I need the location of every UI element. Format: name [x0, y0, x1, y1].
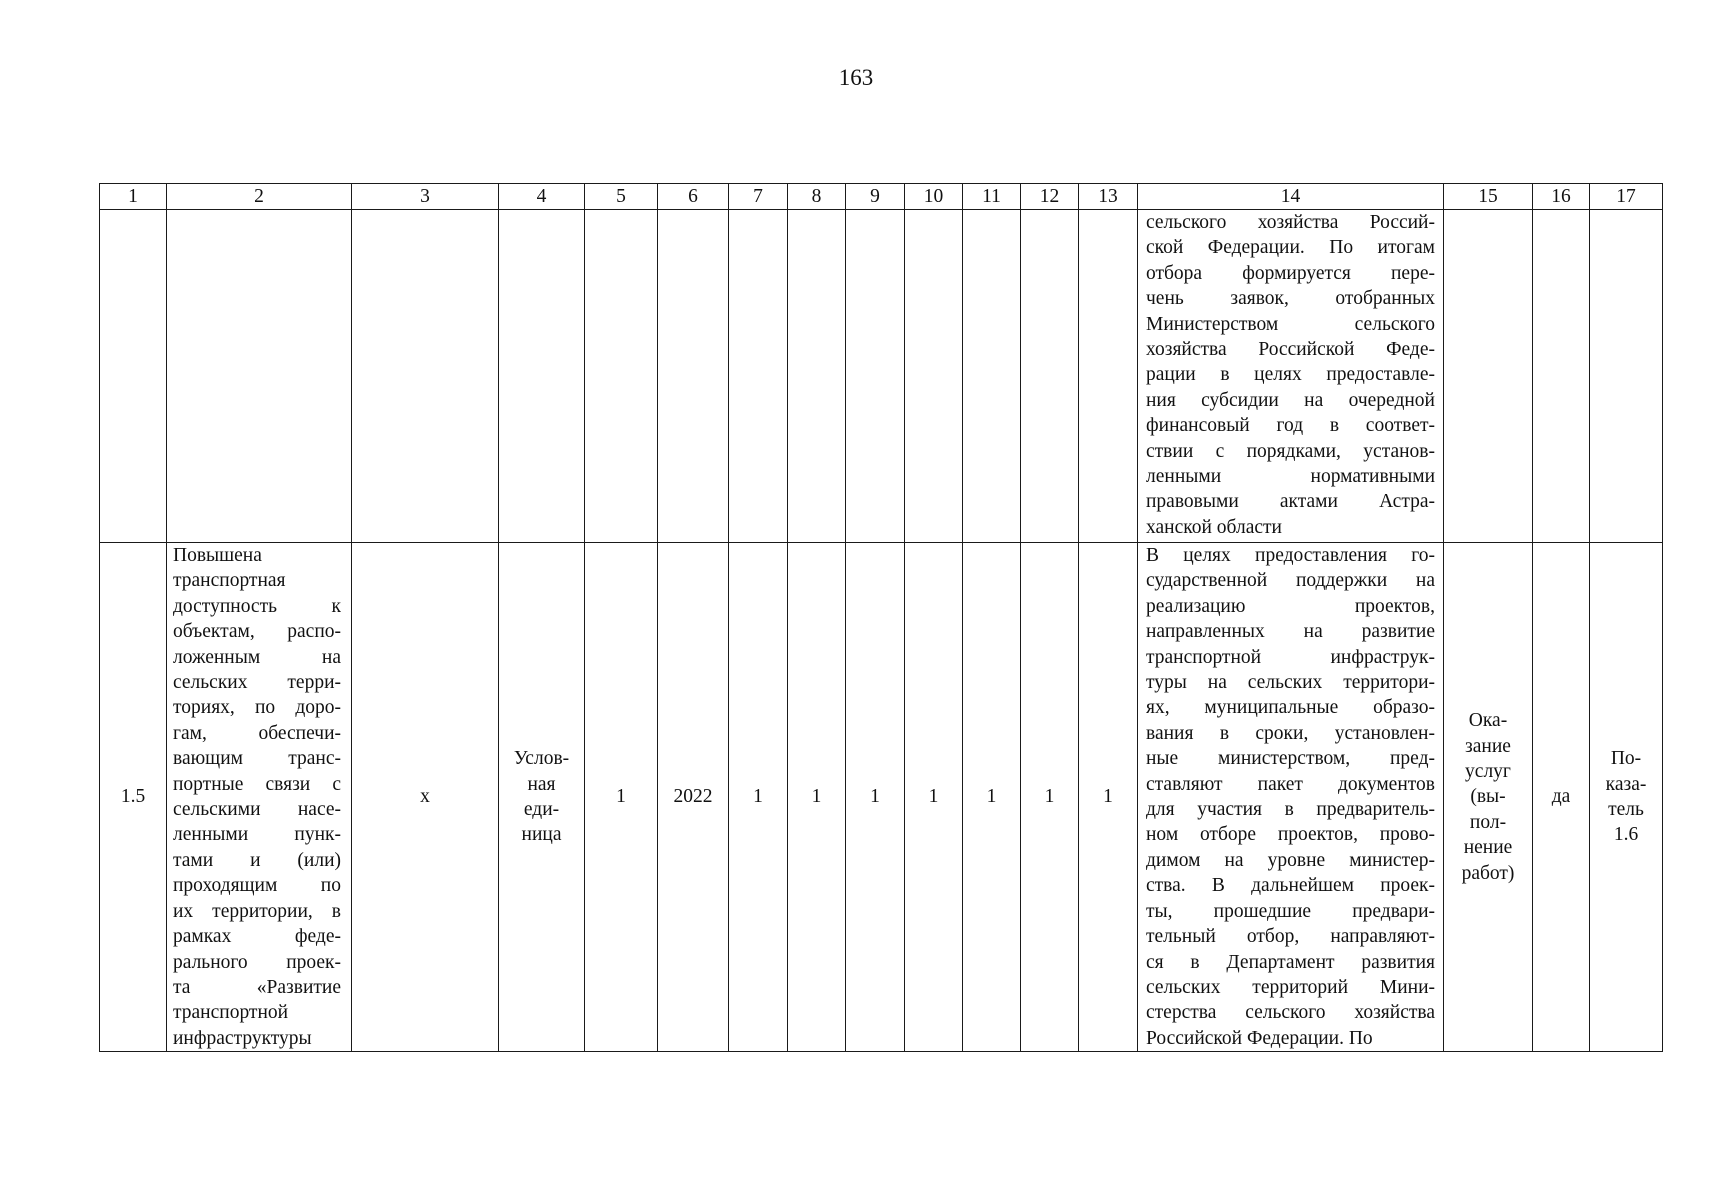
indicator-link-cell: [1590, 543, 1663, 1052]
text-line: ствии с порядками, установ-: [1146, 440, 1435, 462]
header-cell: 14: [1138, 184, 1444, 210]
text-line: финансовый год в соответ-: [1146, 415, 1435, 437]
text-line: тами и (или): [173, 849, 341, 871]
text-line: Министерством сельского: [1146, 313, 1435, 335]
cell-col12: 1: [1021, 543, 1079, 1052]
mechanism-description-cell: [1138, 543, 1444, 1052]
header-cell: 13: [1079, 184, 1138, 210]
text-line: В целях предоставления го-: [1146, 545, 1435, 566]
header-cell: 2: [167, 184, 352, 210]
text-line: ная: [527, 773, 556, 795]
text-line: ториях, по доро-: [173, 697, 341, 719]
text-line: проходящим по: [173, 875, 341, 897]
cell-col16: да: [1533, 543, 1590, 1052]
cell-col8: 1: [788, 543, 846, 1052]
text-line: ставляют пакет документов: [1146, 773, 1435, 795]
item-number-cell: 1.5: [100, 543, 167, 1052]
cell-col13: 1: [1079, 543, 1138, 1052]
text-line: ханской области: [1146, 516, 1282, 538]
result-type-cell: [1444, 543, 1533, 1052]
table-row-1-5: [100, 543, 1663, 1052]
cell-col7: 1: [729, 543, 788, 1052]
text-line: объектам, распо-: [173, 621, 341, 643]
text-line: По-: [1610, 748, 1642, 770]
empty-cell: [788, 210, 846, 543]
header-cell: 3: [352, 184, 499, 210]
empty-cell: [658, 210, 729, 543]
text-line: Повышена: [173, 545, 262, 566]
empty-cell: [1444, 210, 1533, 543]
header-cell: 9: [846, 184, 905, 210]
empty-cell: [846, 210, 905, 543]
result-description-cell: [167, 543, 352, 1052]
text-line: ской Федерации. По итогам: [1146, 237, 1435, 259]
text-line: вания в сроки, установлен-: [1146, 722, 1435, 744]
indicator-link-text: [1606, 746, 1647, 848]
text-line: транспортная: [173, 570, 286, 592]
text-line: транспортной: [173, 1002, 289, 1024]
table-row-continuation: [100, 210, 1663, 543]
text-line: тельный отбор, направляют-: [1146, 926, 1435, 948]
empty-cell: [1021, 210, 1079, 543]
text-line: правовыми актами Астра-: [1146, 491, 1435, 513]
empty-cell: [1079, 210, 1138, 543]
header-cell: 1: [100, 184, 167, 210]
text-line: нение: [1463, 837, 1513, 859]
empty-cell: [905, 210, 963, 543]
text-line: Услов-: [513, 748, 570, 770]
text-line: сельских территорий Мини-: [1146, 976, 1435, 998]
empty-cell: [963, 210, 1021, 543]
text-line: ленными пунк-: [173, 824, 341, 846]
empty-cell: [352, 210, 499, 543]
header-cell: 7: [729, 184, 788, 210]
text-line: реализацию проектов,: [1146, 595, 1435, 617]
text-line: сельских терри-: [173, 672, 341, 694]
header-cell: 16: [1533, 184, 1590, 210]
text-line: для участия в предваритель-: [1146, 799, 1435, 821]
header-cell: 11: [963, 184, 1021, 210]
text-line: отбора формируется пере-: [1146, 262, 1435, 284]
text-line: направленных на развитие: [1146, 621, 1435, 643]
cell-col11: 1: [963, 543, 1021, 1052]
text-line: зание: [1465, 735, 1511, 757]
mechanism-description-cell: [1138, 210, 1444, 543]
text-line: ница: [521, 824, 562, 846]
page-number: 163: [838, 65, 874, 90]
cell-col10: 1: [905, 543, 963, 1052]
text-line: ном отборе проектов, прово-: [1146, 824, 1435, 846]
cell-col9: 1: [846, 543, 905, 1052]
header-cell: 5: [585, 184, 658, 210]
unit-cell: [499, 543, 585, 1052]
text-line: портные связи с: [173, 773, 341, 795]
text-line: чень заявок, отобранных: [1146, 288, 1435, 310]
text-line: транспортной инфраструк-: [1146, 646, 1435, 668]
text-line: их территории, в: [173, 900, 341, 922]
text-line: та «Развитие: [173, 976, 341, 998]
result-type-text: [1462, 708, 1515, 886]
text-line: рамках феде-: [173, 926, 341, 948]
text-line: ства. В дальнейшем проек-: [1146, 875, 1435, 897]
text-line: ях, муниципальные образо-: [1146, 697, 1435, 719]
text-line: ложенным на: [173, 646, 341, 668]
cell-col3: x: [352, 543, 499, 1052]
empty-cell: [100, 210, 167, 543]
text-line: тель: [1608, 799, 1644, 821]
unit-text: [514, 746, 569, 848]
header-cell: 8: [788, 184, 846, 210]
text-line: 1.6: [1613, 824, 1639, 846]
text-line: гам, обеспечи-: [173, 722, 341, 744]
text-line: ты, прошедшие предвари-: [1146, 900, 1435, 922]
text-line: ния субсидии на очередной: [1146, 389, 1435, 411]
text-line: рации в целях предоставле-: [1146, 364, 1435, 386]
text-line: ся в Департамент развития: [1146, 951, 1435, 973]
text-line: хозяйства Российской Феде-: [1146, 339, 1435, 361]
table-header-row: [100, 184, 1663, 210]
text-line: димом на уровне министер-: [1146, 849, 1435, 871]
header-cell: 15: [1444, 184, 1533, 210]
header-cell: 12: [1021, 184, 1079, 210]
text-line: рального проек-: [173, 951, 341, 973]
text-line: вающим транс-: [173, 748, 341, 770]
empty-cell: [1533, 210, 1590, 543]
text-line: Ока-: [1468, 710, 1508, 732]
text-line: сударственной поддержки на: [1146, 570, 1435, 592]
empty-cell: [499, 210, 585, 543]
empty-cell: [585, 210, 658, 543]
header-cell: 17: [1590, 184, 1663, 210]
text-line: туры на сельских территори-: [1146, 672, 1435, 694]
text-line: пол-: [1469, 811, 1507, 833]
text-line: стерства сельского хозяйства: [1146, 1002, 1435, 1024]
year-cell: 2022: [658, 543, 729, 1052]
empty-cell: [1590, 210, 1663, 543]
text-line: каза-: [1605, 773, 1647, 795]
text-line: еди-: [523, 799, 560, 821]
empty-cell: [729, 210, 788, 543]
text-line: услуг: [1465, 760, 1511, 782]
text-line: работ): [1461, 862, 1515, 884]
text-line: сельского хозяйства Россий-: [1146, 212, 1435, 233]
header-cell: 4: [499, 184, 585, 210]
cell-col5: 1: [585, 543, 658, 1052]
text-line: ленными нормативными: [1146, 466, 1435, 488]
text-line: инфраструктуры: [173, 1027, 312, 1049]
text-line: Российской Федерации. По: [1146, 1027, 1373, 1049]
text-line: (вы-: [1470, 786, 1506, 808]
text-line: доступность к: [173, 595, 341, 617]
header-cell: 6: [658, 184, 729, 210]
text-line: ные министерством, пред-: [1146, 748, 1435, 770]
header-cell: 10: [905, 184, 963, 210]
data-table: [99, 183, 1663, 1052]
empty-cell: [167, 210, 352, 543]
text-line: сельскими насе-: [173, 799, 341, 821]
